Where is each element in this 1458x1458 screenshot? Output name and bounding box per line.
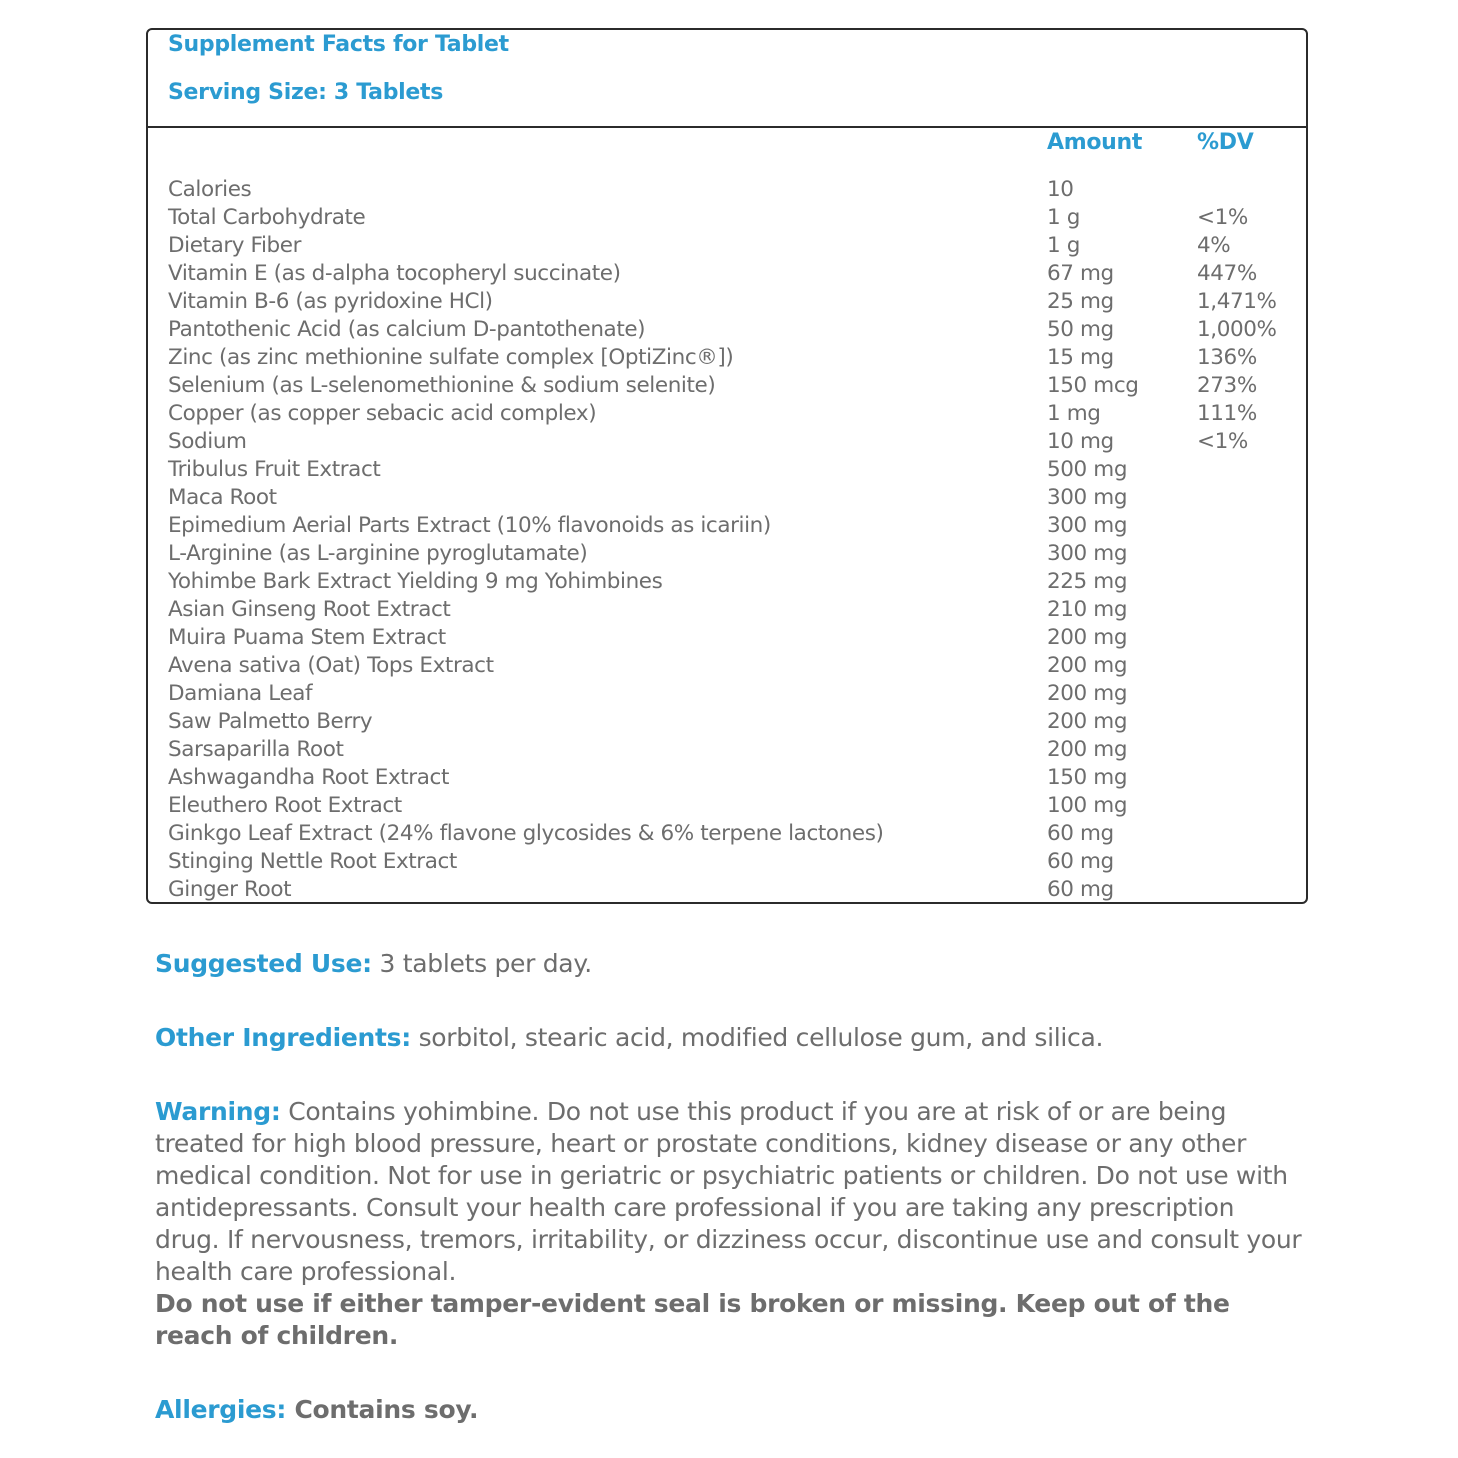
facts-row [168, 652, 1298, 680]
nutrient-name: Epimedium Aerial Parts Extract (10% flavonoids as icariin) [168, 513, 771, 538]
nutrient-name: Avena sativa (Oat) Tops Extract [168, 653, 494, 678]
nutrient-amount: 10 mg [1047, 429, 1114, 454]
nutrient-amount: 150 mg [1047, 765, 1128, 790]
nutrient-dv: <1% [1197, 429, 1248, 454]
nutrient-amount: 60 mg [1047, 849, 1114, 874]
other-ingredients-text: sorbitol, stearic acid, modified cellulose gum, and silica. [410, 1023, 1104, 1052]
facts-row [168, 876, 1298, 904]
other-ingredients [155, 1022, 1305, 1054]
nutrient-name: Ginkgo Leaf Extract (24% flavone glycosides & 6% terpene lactones) [168, 821, 884, 846]
nutrient-amount: 60 mg [1047, 821, 1114, 846]
warning [155, 1096, 1305, 1352]
nutrient-amount: 1 g [1047, 233, 1080, 258]
nutrient-name: Sodium [168, 429, 247, 454]
nutrient-dv: 447% [1197, 261, 1257, 286]
other-ingredients-label: Other Ingredients: [155, 1023, 411, 1052]
facts-row [168, 512, 1298, 540]
nutrient-amount: 200 mg [1047, 737, 1128, 762]
nutrient-name: Vitamin B-6 (as pyridoxine HCl) [168, 289, 493, 314]
nutrient-amount: 50 mg [1047, 317, 1114, 342]
nutrient-name: Muira Puama Stem Extract [168, 625, 446, 650]
nutrient-name: Dietary Fiber [168, 233, 302, 258]
warning-label: Warning: [155, 1097, 281, 1126]
nutrient-amount: 500 mg [1047, 457, 1128, 482]
nutrient-amount: 1 mg [1047, 401, 1101, 426]
facts-row [168, 624, 1298, 652]
warning-bold-text: Do not use if either tamper-evident seal is broken or missing. Keep out of the reach of children. [155, 1289, 1230, 1350]
nutrient-name: Ginger Root [168, 877, 292, 902]
facts-row [168, 428, 1298, 456]
nutrient-amount: 150 mcg [1047, 373, 1139, 398]
facts-row [168, 680, 1298, 708]
nutrient-amount: 200 mg [1047, 625, 1128, 650]
nutrient-dv: 273% [1197, 373, 1257, 398]
nutrient-amount: 25 mg [1047, 289, 1114, 314]
suggested-use-label: Suggested Use: [155, 949, 372, 978]
nutrient-amount: 210 mg [1047, 597, 1128, 622]
nutrient-amount: 10 [1047, 177, 1074, 202]
allergies-label: Allergies: [155, 1395, 287, 1424]
nutrient-name: Calories [168, 177, 252, 202]
facts-row [168, 316, 1298, 344]
nutrient-name: Stinging Nettle Root Extract [168, 849, 457, 874]
facts-row [168, 456, 1298, 484]
nutrient-amount: 300 mg [1047, 485, 1128, 510]
allergies-text: Contains soy. [286, 1395, 479, 1424]
nutrient-dv: <1% [1197, 205, 1248, 230]
nutrient-amount: 60 mg [1047, 877, 1114, 902]
nutrient-name: Damiana Leaf [168, 681, 313, 706]
nutrient-name: Asian Ginseng Root Extract [168, 597, 451, 622]
facts-row [168, 708, 1298, 736]
facts-row [168, 288, 1298, 316]
facts-row [168, 848, 1298, 876]
serving-size: Serving Size: 3 Tablets [168, 80, 444, 105]
nutrient-amount: 300 mg [1047, 513, 1128, 538]
facts-row [168, 596, 1298, 624]
facts-row [168, 820, 1298, 848]
facts-rows [168, 176, 1298, 904]
facts-header [148, 30, 1306, 128]
facts-row [168, 792, 1298, 820]
column-header-amount: Amount [1047, 130, 1143, 155]
nutrient-dv: 4% [1197, 233, 1231, 258]
nutrient-amount: 15 mg [1047, 345, 1114, 370]
nutrient-name: Saw Palmetto Berry [168, 709, 373, 734]
nutrient-name: Zinc (as zinc methionine sulfate complex [OptiZinc®]) [168, 345, 734, 370]
nutrient-name: Selenium (as L-selenomethionine & sodium selenite) [168, 373, 716, 398]
nutrient-amount: 200 mg [1047, 709, 1128, 734]
facts-row [168, 736, 1298, 764]
facts-row [168, 204, 1298, 232]
nutrient-name: Tribulus Fruit Extract [168, 457, 381, 482]
nutrient-name: Total Carbohydrate [168, 205, 366, 230]
facts-row [168, 764, 1298, 792]
suggested-use [155, 948, 1305, 980]
column-header-dv: %DV [1197, 130, 1254, 155]
nutrient-name: Pantothenic Acid (as calcium D-pantothenate) [168, 317, 646, 342]
suggested-use-text: 3 tablets per day. [371, 949, 592, 978]
facts-row [168, 540, 1298, 568]
nutrient-name: Vitamin E (as d-alpha tocopheryl succinate) [168, 261, 621, 286]
nutrient-dv: 111% [1197, 401, 1257, 426]
nutrient-name: L-Arginine (as L-arginine pyroglutamate) [168, 541, 588, 566]
facts-row [168, 260, 1298, 288]
facts-row [168, 484, 1298, 512]
facts-row [168, 232, 1298, 260]
facts-row [168, 372, 1298, 400]
nutrient-dv: 136% [1197, 345, 1257, 370]
nutrient-amount: 100 mg [1047, 793, 1128, 818]
nutrient-name: Yohimbe Bark Extract Yielding 9 mg Yohimbines [168, 569, 663, 594]
nutrient-name: Ashwagandha Root Extract [168, 765, 449, 790]
nutrient-amount: 1 g [1047, 205, 1080, 230]
nutrient-amount: 300 mg [1047, 541, 1128, 566]
nutrient-name: Eleuthero Root Extract [168, 793, 402, 818]
facts-row [168, 400, 1298, 428]
nutrient-amount: 200 mg [1047, 681, 1128, 706]
facts-row [168, 344, 1298, 372]
facts-row [168, 568, 1298, 596]
nutrient-dv: 1,000% [1197, 317, 1277, 342]
nutrient-amount: 225 mg [1047, 569, 1128, 594]
nutrient-amount: 200 mg [1047, 653, 1128, 678]
facts-title: Supplement Facts for Tablet [168, 32, 509, 57]
nutrient-name: Sarsaparilla Root [168, 737, 344, 762]
nutrient-dv: 1,471% [1197, 289, 1277, 314]
warning-text: Contains yohimbine. Do not use this product if you are at risk of or are being treated for high blood pressure, heart or prostate conditions, kidney disease or any other medical condition. Not for use in geriatric or psychiatric patients or children. Do not use with antidepressants. Consult your health care professional if you are taking any prescription drug. If nervousness, tremors, irritability, or dizziness occur, discontinue use and consult your health care professional. [155, 1097, 1302, 1286]
facts-row [168, 176, 1298, 204]
nutrient-name: Maca Root [168, 485, 277, 510]
nutrient-amount: 67 mg [1047, 261, 1114, 286]
nutrient-name: Copper (as copper sebacic acid complex) [168, 401, 597, 426]
supplement-facts-panel [146, 28, 1308, 904]
allergies [155, 1394, 1305, 1426]
